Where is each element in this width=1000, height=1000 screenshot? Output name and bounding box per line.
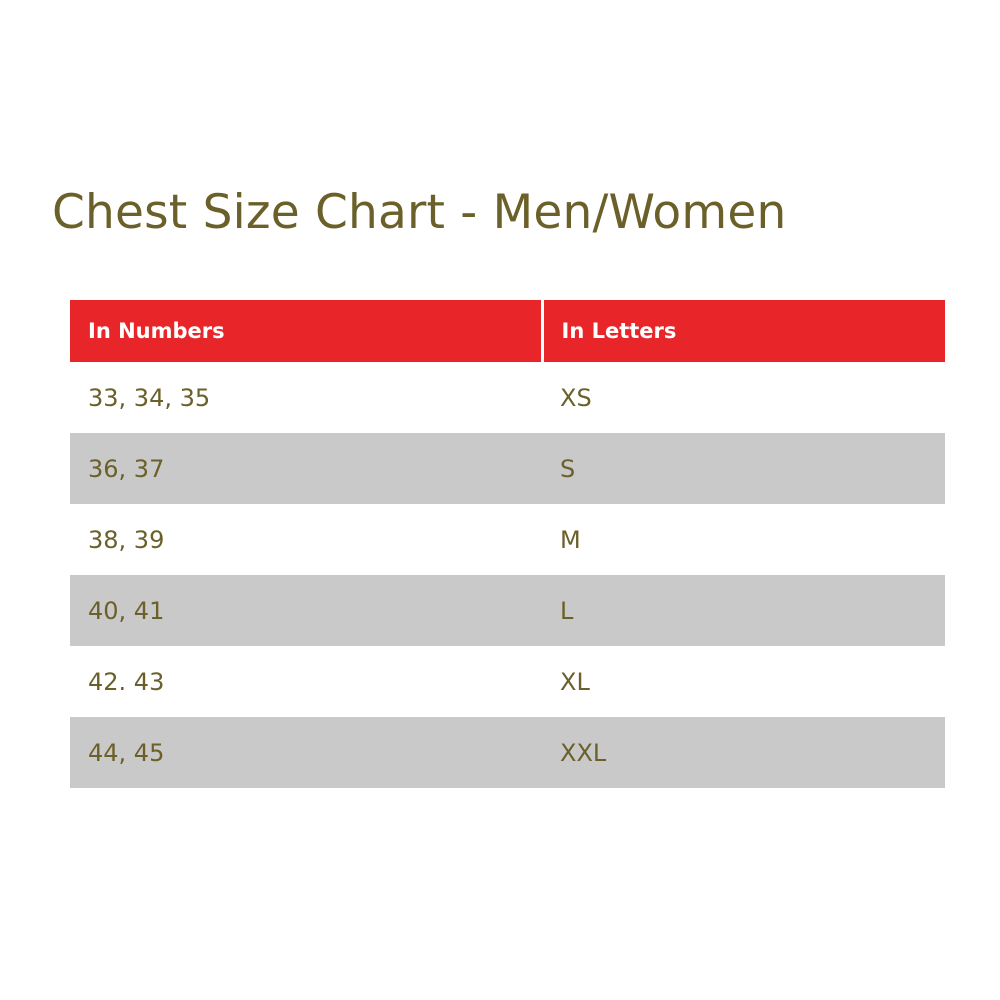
column-header-in-letters: In Letters bbox=[542, 300, 945, 362]
table-header-row bbox=[70, 300, 945, 362]
table-row bbox=[70, 575, 945, 646]
cell-letters: L bbox=[542, 575, 945, 646]
cell-numbers: 44, 45 bbox=[70, 717, 542, 788]
table-row bbox=[70, 504, 945, 575]
table-header bbox=[70, 300, 945, 362]
cell-numbers: 38, 39 bbox=[70, 504, 542, 575]
cell-numbers: 40, 41 bbox=[70, 575, 542, 646]
cell-letters: XXL bbox=[542, 717, 945, 788]
table-body bbox=[70, 362, 945, 788]
cell-letters: S bbox=[542, 433, 945, 504]
cell-numbers: 36, 37 bbox=[70, 433, 542, 504]
page-title: Chest Size Chart - Men/Women bbox=[52, 185, 787, 240]
column-header-in-numbers: In Numbers bbox=[70, 300, 542, 362]
cell-letters: XL bbox=[542, 646, 945, 717]
table-row bbox=[70, 717, 945, 788]
cell-letters: M bbox=[542, 504, 945, 575]
cell-numbers: 33, 34, 35 bbox=[70, 362, 542, 433]
table-row bbox=[70, 646, 945, 717]
chest-size-table bbox=[70, 300, 945, 788]
table-row bbox=[70, 433, 945, 504]
cell-letters: XS bbox=[542, 362, 945, 433]
cell-numbers: 42. 43 bbox=[70, 646, 542, 717]
table-row bbox=[70, 362, 945, 433]
